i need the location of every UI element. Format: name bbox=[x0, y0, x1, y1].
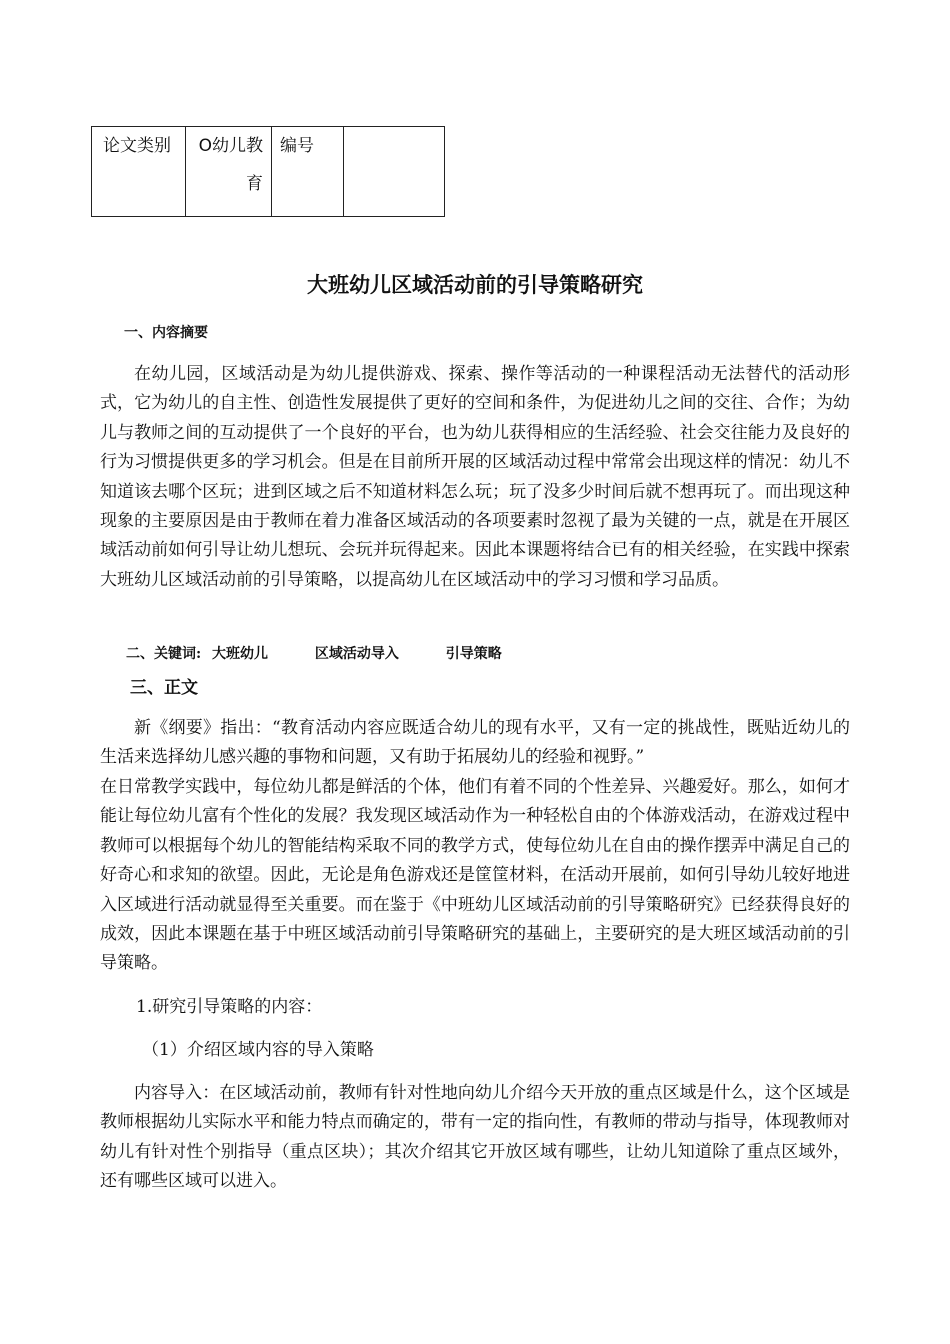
body-quote: 新《纲要》指出：“教育活动内容应既适合幼儿的现有水平，又有一定的挑战性，既贴近幼儿的生活来选择幼儿感兴趣的事物和问题，又有助于拓展幼儿的经验和视野。” bbox=[100, 718, 850, 768]
keyword-3: 引导策略 bbox=[445, 646, 502, 662]
abstract-text: 在幼儿园，区域活动是为幼儿提供游戏、探索、操作等活动的一种课程活动无法替代的活动形式，它为幼儿的自主性、创造性发展提供了更好的空间和条件，为促进幼儿之间的交往、合作；为幼儿与教师之间的互动提供了一个良好的平台，也为幼儿获得相应的生活经验、社会交往能力及良好的行为习惯提供更多的学习机会。但是在目前所开展的区域活动过程中常常会出现这样的情况：幼儿不知道该去哪个区玩；进到区域之后不知道材料怎么玩；玩了没多少时间后就不想再玩了。而出现这种现象的主要原因是由于教师在着力准备区域活动的各项要素时忽视了最为关键的一点，就是在开展区域活动前如何引导让幼儿想玩、会玩并玩得起来。因此本课题将结合已有的相关经验，在实践中探索大班幼儿区域活动前的引导策略，以提高幼儿在区域活动中的学习习惯和学习品质。 bbox=[100, 364, 850, 590]
paper-info-table bbox=[91, 126, 445, 217]
category-value: O幼儿教育 bbox=[186, 127, 272, 217]
paper-title: 大班幼儿区域活动前的引导策略研究 bbox=[307, 273, 643, 297]
category-label: 论文类别 bbox=[92, 127, 186, 217]
number-label: 编号 bbox=[272, 127, 344, 217]
keyword-1: 大班幼儿 bbox=[212, 646, 269, 662]
keywords-heading: 二、关键词: bbox=[126, 646, 202, 662]
body-paragraph-2: 内容导入：在区域活动前，教师有针对性地向幼儿介绍今天开放的重点区域是什么，这个区域是教师根据幼儿实际水平和能力特点而确定的，带有一定的指向性，有教师的带动与指导，体现教师对幼儿有针对性个别指导（重点区块）；其次介绍其它开放区域有哪些，让幼儿知道除了重点区域外，还有哪些区域可以进入。 bbox=[100, 1083, 850, 1192]
body-heading: 三、正文 bbox=[130, 678, 198, 698]
section-1-heading: 1.研究引导策略的内容： bbox=[136, 997, 323, 1017]
keywords-line bbox=[126, 642, 502, 666]
abstract-heading: 一、内容摘要 bbox=[124, 325, 208, 341]
keyword-2: 区域活动导入 bbox=[314, 646, 399, 662]
number-value bbox=[344, 127, 445, 217]
body-paragraph-1: 在日常教学实践中，每位幼儿都是鲜活的个体，他们有着不同的个性差异、兴趣爱好。那么，如何才能让每位幼儿富有个性化的发展？我发现区域活动作为一种轻松自由的个体游戏活动，在游戏过程中教师可以根据每个幼儿的智能结构采取不同的教学方式，使每位幼儿在自由的操作摆弄中满足自己的好奇心和求知的欲望。因此，无论是角色游戏还是筐筐材料，在活动开展前，如何引导幼儿较好地进入区域进行活动就显得至关重要。而在鉴于《中班幼儿区域活动前的引导策略研究》已经获得良好的成效，因此本课题在基于中班区域活动前引导策略研究的基础上，主要研究的是大班区域活动前的引导策略。 bbox=[100, 777, 850, 974]
subsection-1-heading: （1）介绍区域内容的导入策略 bbox=[142, 1040, 374, 1060]
